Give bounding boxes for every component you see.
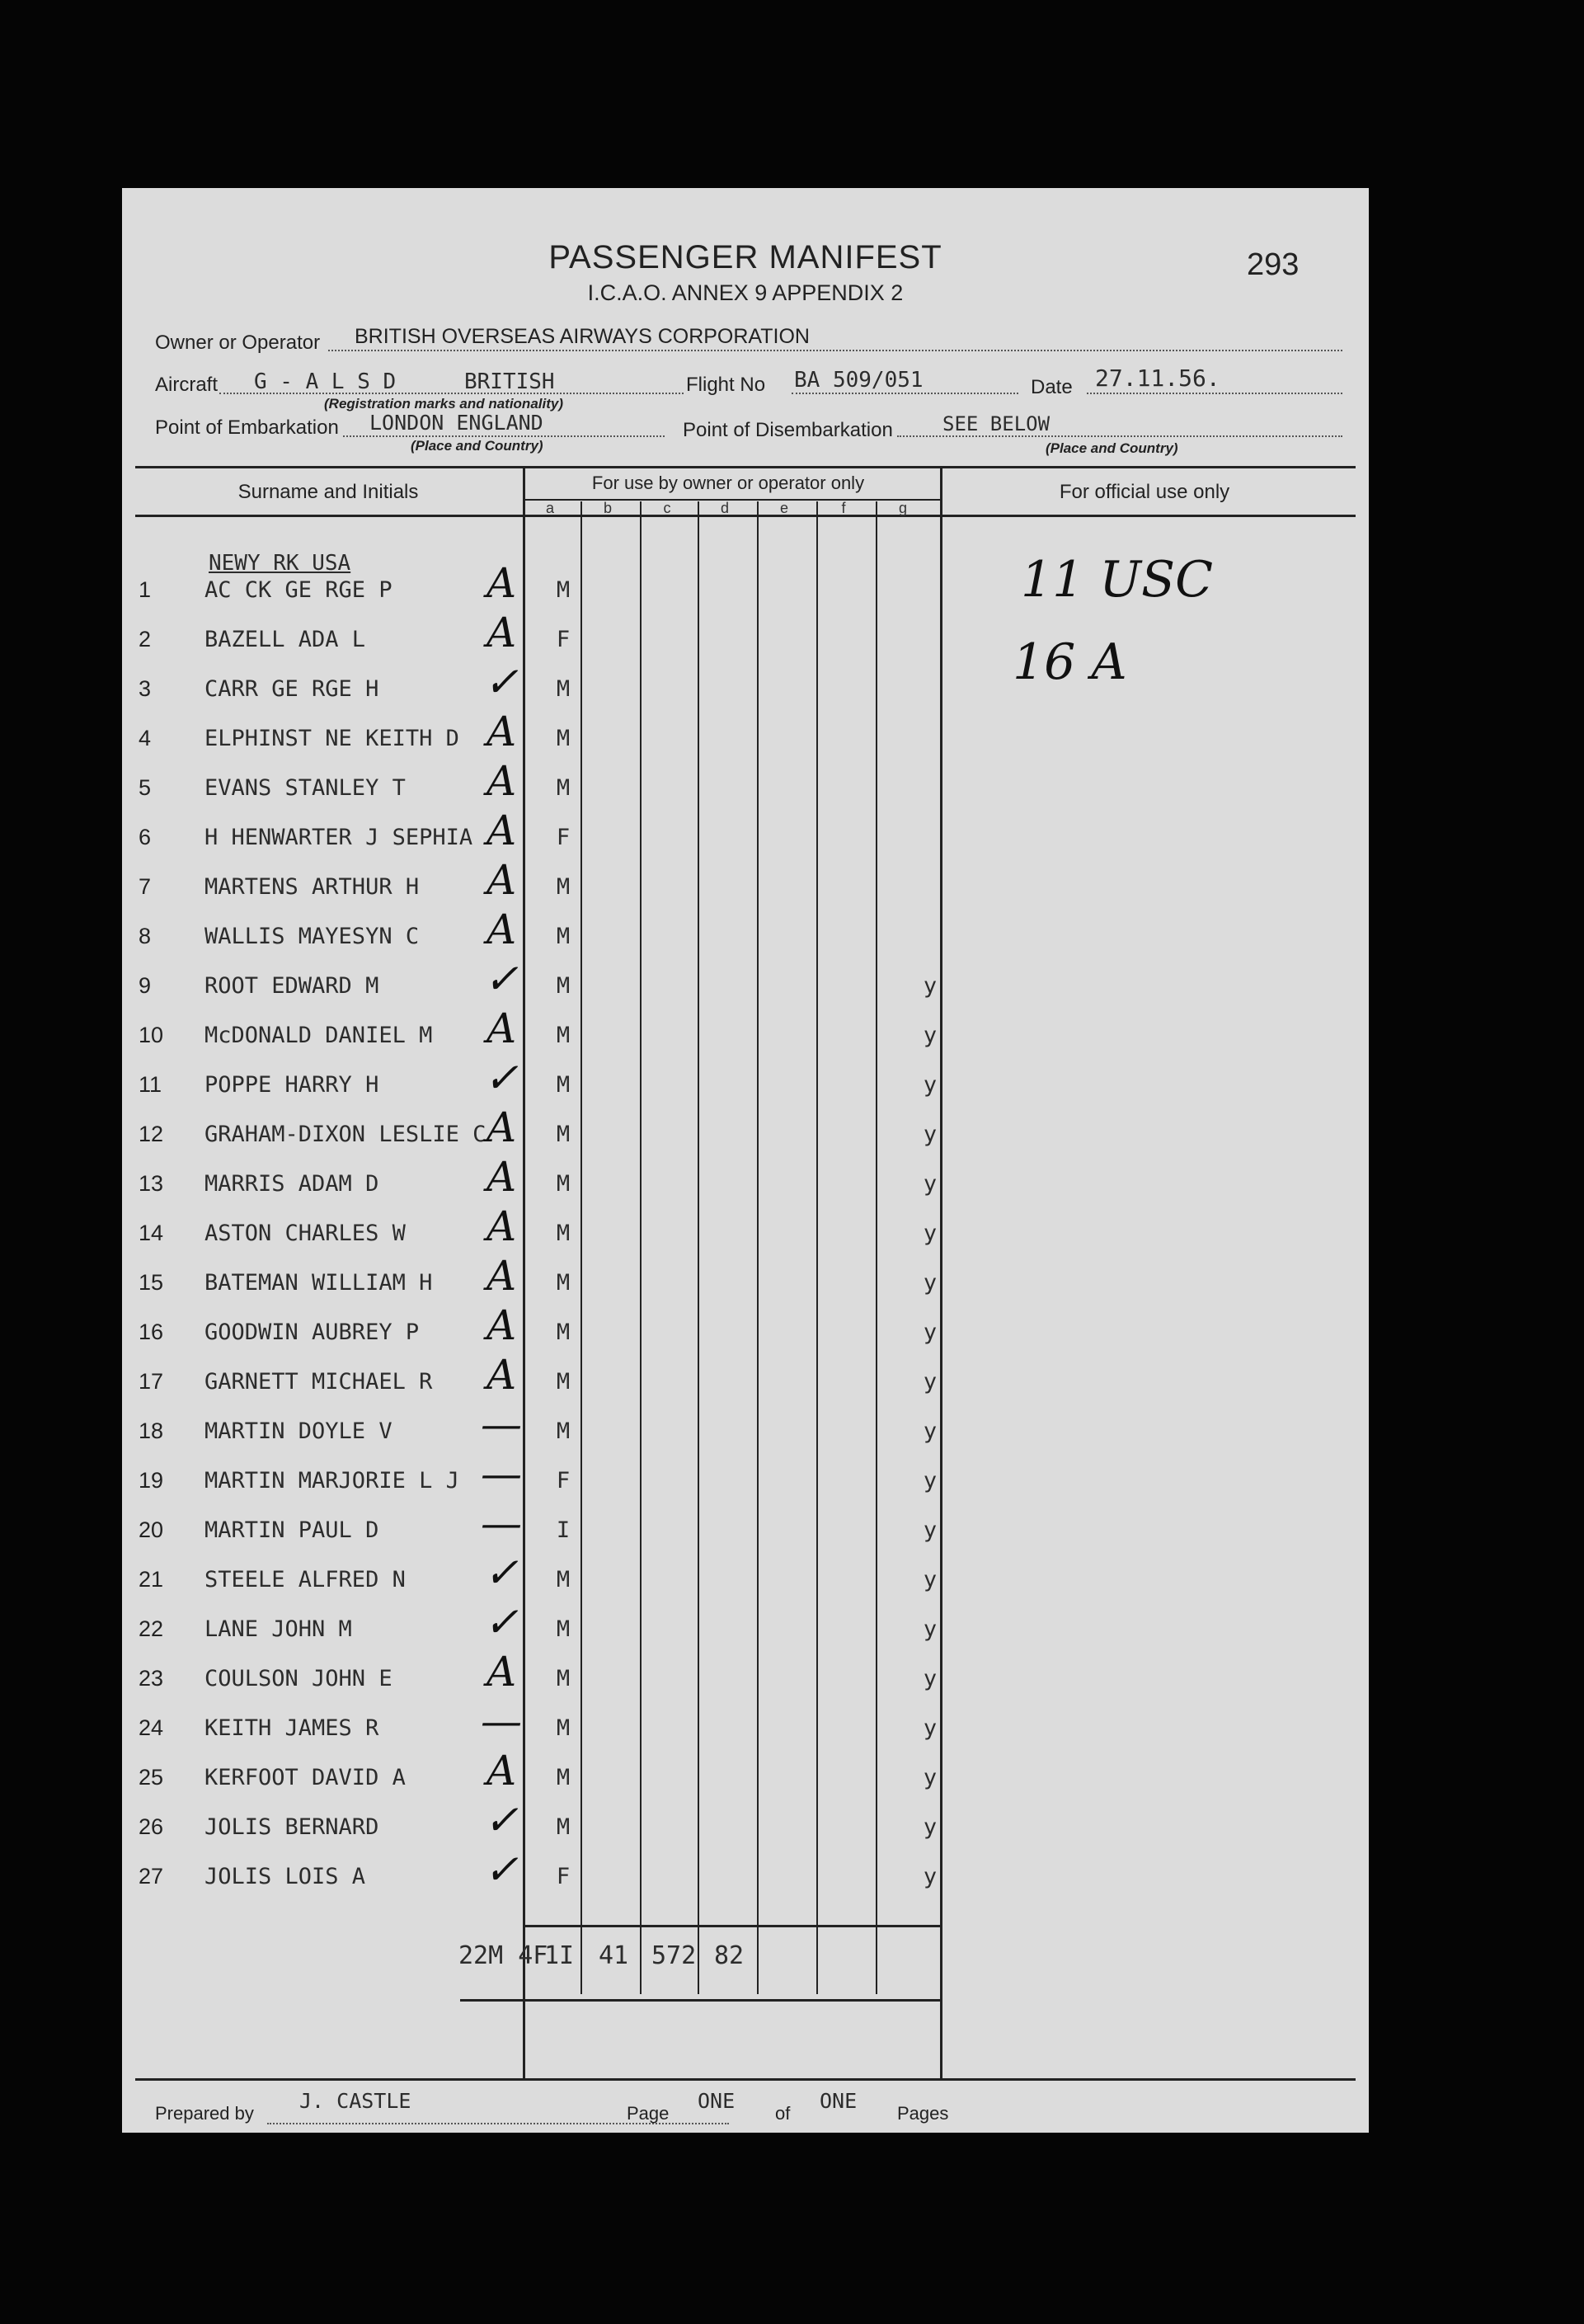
table-row xyxy=(122,1648,1369,1715)
sex-code: M xyxy=(556,775,571,801)
table-row xyxy=(122,1252,1369,1320)
passenger-name: LANE JOHN M xyxy=(204,1616,352,1642)
aircraft-note: (Registration marks and nationality) xyxy=(324,396,563,412)
passenger-name: JOLIS LOIS A xyxy=(204,1864,366,1889)
pages-label: Pages xyxy=(897,2103,949,2124)
disembark-value: SEE BELOW xyxy=(942,412,1051,435)
manifest-subtitle: I.C.A.O. ANNEX 9 APPENDIX 2 xyxy=(587,280,904,305)
footer-rule xyxy=(135,2078,1356,2081)
sex-code: M xyxy=(556,1072,571,1098)
check-mark: A xyxy=(486,1103,517,1151)
row-number: 19 xyxy=(139,1468,164,1493)
sex-code: F xyxy=(556,1864,571,1889)
g-flag: y xyxy=(923,1468,938,1494)
page-number: 293 xyxy=(1247,247,1300,282)
sex-code: M xyxy=(556,676,571,702)
g-flag: y xyxy=(923,1122,938,1147)
aircraft-nationality: BRITISH xyxy=(464,369,555,394)
passenger-name: H HENWARTER J SEPHIA xyxy=(204,825,473,850)
page-value: ONE xyxy=(698,2089,736,2113)
table-top-rule xyxy=(135,466,1356,468)
passenger-name: MARRIS ADAM D xyxy=(204,1171,379,1197)
flight-dotline xyxy=(792,393,1018,394)
totals-top-rule xyxy=(523,1925,940,1927)
sex-code: F xyxy=(556,1468,571,1494)
passenger-name: EVANS STANLEY T xyxy=(204,775,406,801)
row-number: 18 xyxy=(139,1418,164,1443)
row-number: 20 xyxy=(139,1517,164,1542)
table-row xyxy=(122,1301,1369,1369)
passenger-name: ROOT EDWARD M xyxy=(204,973,379,999)
manifest-sheet xyxy=(122,188,1369,2133)
table-row xyxy=(122,955,1369,1023)
row-number: 21 xyxy=(139,1567,164,1592)
g-flag: y xyxy=(923,1864,938,1889)
official-note-2: 16 A xyxy=(1013,633,1127,691)
check-mark: — xyxy=(481,1400,522,1448)
owner-dotline xyxy=(328,350,1342,351)
sex-code: F xyxy=(556,627,571,652)
g-flag: y xyxy=(923,1320,938,1345)
g-flag: y xyxy=(923,1666,938,1691)
date-value: 27.11.56. xyxy=(1095,365,1220,392)
official-use-header: For official use only xyxy=(1059,481,1230,503)
g-flag: y xyxy=(923,973,938,999)
sex-code: M xyxy=(556,1715,571,1741)
passenger-name: WALLIS MAYESYN C xyxy=(204,924,420,949)
table-row xyxy=(122,1103,1369,1171)
row-number: 17 xyxy=(139,1369,164,1394)
official-note-1: 11 USC xyxy=(1021,551,1213,609)
sex-code: M xyxy=(556,1270,571,1296)
passenger-name: ASTON CHARLES W xyxy=(204,1221,406,1246)
col-b-label: b xyxy=(603,500,612,516)
passenger-name: JOLIS BERNARD xyxy=(204,1814,379,1840)
check-mark: ✓ xyxy=(484,1549,519,1597)
of-label: of xyxy=(775,2103,791,2124)
check-mark: ✓ xyxy=(484,955,519,1003)
disembark-dotline xyxy=(897,435,1342,437)
owner-use-header: For use by owner or operator only xyxy=(591,473,865,493)
embark-note: (Place and Country) xyxy=(411,438,543,454)
row-number: 27 xyxy=(139,1864,164,1889)
check-mark: A xyxy=(486,1202,517,1250)
row-number: 23 xyxy=(139,1666,164,1691)
check-mark: A xyxy=(486,708,517,755)
check-mark: A xyxy=(486,559,517,607)
row-number: 22 xyxy=(139,1616,164,1641)
table-row xyxy=(122,757,1369,825)
page-label: Page xyxy=(627,2103,670,2124)
check-mark: A xyxy=(486,1648,517,1696)
g-flag: y xyxy=(923,1616,938,1642)
passenger-name: CARR GE RGE H xyxy=(204,676,379,702)
row-number: 1 xyxy=(139,577,152,602)
flight-value: BA 509/051 xyxy=(794,368,924,393)
sex-code: M xyxy=(556,1418,571,1444)
sex-code: M xyxy=(556,1369,571,1395)
g-flag: y xyxy=(923,1715,938,1741)
check-mark: A xyxy=(486,757,517,805)
row-number: 4 xyxy=(139,726,152,750)
row-number: 6 xyxy=(139,825,152,849)
table-row xyxy=(122,1499,1369,1567)
passenger-name: GOODWIN AUBREY P xyxy=(204,1320,420,1345)
row-number: 9 xyxy=(139,973,152,998)
table-row xyxy=(122,1549,1369,1616)
passenger-name: POPPE HARRY H xyxy=(204,1072,379,1098)
sex-code: M xyxy=(556,973,571,999)
g-flag: y xyxy=(923,1221,938,1246)
prepared-value: J. CASTLE xyxy=(299,2089,411,2113)
table-row xyxy=(122,856,1369,924)
total-m-f: 22M 4F xyxy=(458,1941,548,1970)
passenger-name: COULSON JOHN E xyxy=(204,1666,392,1691)
table-row xyxy=(122,906,1369,973)
manifest-title: PASSENGER MANIFEST xyxy=(548,239,942,275)
g-flag: y xyxy=(923,1517,938,1543)
passenger-name: KEITH JAMES R xyxy=(204,1715,379,1741)
passenger-name: BAZELL ADA L xyxy=(204,627,366,652)
check-mark: A xyxy=(486,1301,517,1349)
destination-line: NEWY RK USA xyxy=(209,551,351,576)
total-a: 1I xyxy=(544,1941,575,1970)
passenger-name: STEELE ALFRED N xyxy=(204,1567,406,1592)
table-row xyxy=(122,1400,1369,1468)
sex-code: M xyxy=(556,1765,571,1790)
g-flag: y xyxy=(923,1418,938,1444)
check-mark: ✓ xyxy=(484,1054,519,1102)
total-b: 41 xyxy=(599,1941,629,1970)
table-row xyxy=(122,1004,1369,1072)
sex-code: M xyxy=(556,1616,571,1642)
check-mark: A xyxy=(486,906,517,953)
sex-code: F xyxy=(556,825,571,850)
row-number: 3 xyxy=(139,676,152,701)
g-flag: y xyxy=(923,1369,938,1395)
passenger-name: KERFOOT DAVID A xyxy=(204,1765,406,1790)
check-mark: A xyxy=(486,1351,517,1399)
table-row xyxy=(122,1598,1369,1666)
aircraft-value: G - A L S D xyxy=(254,369,397,394)
embark-dotline xyxy=(343,435,665,437)
row-number: 26 xyxy=(139,1814,164,1839)
check-mark: — xyxy=(481,1499,522,1547)
sex-code: M xyxy=(556,1666,571,1691)
flight-label: Flight No xyxy=(686,374,766,396)
table-row xyxy=(122,1450,1369,1517)
sex-code: M xyxy=(556,577,571,603)
row-number: 11 xyxy=(139,1072,162,1097)
table-row xyxy=(122,1054,1369,1122)
g-flag: y xyxy=(923,1765,938,1790)
g-flag: y xyxy=(923,1567,938,1592)
table-row xyxy=(122,1846,1369,1913)
check-mark: A xyxy=(486,1153,517,1201)
g-flag: y xyxy=(923,1023,938,1048)
table-row xyxy=(122,1697,1369,1765)
sex-code: M xyxy=(556,1567,571,1592)
of-value: ONE xyxy=(820,2089,858,2113)
owner-label: Owner or Operator xyxy=(155,332,321,354)
table-row xyxy=(122,609,1369,676)
sex-code: M xyxy=(556,874,571,900)
g-flag: y xyxy=(923,1072,938,1098)
check-mark: ✓ xyxy=(484,1796,519,1844)
table-row xyxy=(122,1202,1369,1270)
table-row xyxy=(122,807,1369,874)
sex-code: M xyxy=(556,1122,571,1147)
passenger-name: MARTIN DOYLE V xyxy=(204,1418,392,1444)
check-mark: A xyxy=(486,1004,517,1052)
aircraft-label: Aircraft xyxy=(155,374,219,396)
g-flag: y xyxy=(923,1171,938,1197)
passenger-name: GRAHAM-DIXON LESLIE C xyxy=(204,1122,486,1147)
total-c: 572 xyxy=(651,1941,697,1970)
sex-code: M xyxy=(556,1171,571,1197)
col-e-label: e xyxy=(779,500,788,516)
passenger-name: MARTENS ARTHUR H xyxy=(204,874,420,900)
row-number: 12 xyxy=(139,1122,164,1146)
totals-bottom-rule xyxy=(460,1999,940,2002)
passenger-name: MARTIN MARJORIE L J xyxy=(204,1468,459,1494)
table-row xyxy=(122,1796,1369,1864)
passenger-name: AC CK GE RGE P xyxy=(204,577,392,603)
date-label: Date xyxy=(1031,376,1073,398)
check-mark: A xyxy=(486,609,517,656)
check-mark: ✓ xyxy=(484,1598,519,1646)
total-d: 82 xyxy=(714,1941,745,1970)
table-row xyxy=(122,1153,1369,1221)
sex-code: M xyxy=(556,1023,571,1048)
passenger-name: GARNETT MICHAEL R xyxy=(204,1369,433,1395)
col-g-label: g xyxy=(898,500,907,516)
date-dotline xyxy=(1087,393,1342,394)
row-number: 24 xyxy=(139,1715,164,1740)
row-number: 10 xyxy=(139,1023,164,1047)
table-row xyxy=(122,708,1369,775)
row-number: 15 xyxy=(139,1270,164,1295)
name-column-header: Surname and Initials xyxy=(237,481,419,503)
row-number: 14 xyxy=(139,1221,164,1245)
table-row xyxy=(122,1747,1369,1814)
col-d-label: d xyxy=(720,500,729,516)
passenger-name: MARTIN PAUL D xyxy=(204,1517,379,1543)
passenger-name: BATEMAN WILLIAM H xyxy=(204,1270,433,1296)
row-number: 13 xyxy=(139,1171,164,1196)
passenger-name: ELPHINST NE KEITH D xyxy=(204,726,459,751)
row-number: 16 xyxy=(139,1320,164,1344)
embark-value: LONDON ENGLAND xyxy=(369,411,543,435)
sex-code: M xyxy=(556,726,571,751)
sex-code: I xyxy=(556,1517,571,1543)
row-number: 7 xyxy=(139,874,152,899)
prepared-label: Prepared by xyxy=(155,2103,254,2124)
disembark-label: Point of Disembarkation xyxy=(683,419,893,441)
col-a-label: a xyxy=(545,500,554,516)
col-c-label: c xyxy=(663,500,671,516)
sex-code: M xyxy=(556,924,571,949)
row-number: 25 xyxy=(139,1765,164,1790)
check-mark: A xyxy=(486,856,517,904)
g-flag: y xyxy=(923,1814,938,1840)
check-mark: A xyxy=(486,1252,517,1300)
row-number: 5 xyxy=(139,775,152,800)
row-number: 2 xyxy=(139,627,152,652)
check-mark: A xyxy=(486,1747,517,1795)
check-mark: ✓ xyxy=(484,658,519,706)
g-flag: y xyxy=(923,1270,938,1296)
owner-value: BRITISH OVERSEAS AIRWAYS CORPORATION xyxy=(355,325,810,348)
sex-code: M xyxy=(556,1221,571,1246)
check-mark: A xyxy=(486,807,517,854)
check-mark: — xyxy=(481,1697,522,1745)
check-mark: — xyxy=(481,1450,522,1498)
embark-label: Point of Embarkation xyxy=(155,416,339,439)
row-number: 8 xyxy=(139,924,152,948)
col-f-label: f xyxy=(841,500,846,516)
disembark-note: (Place and Country) xyxy=(1046,440,1178,456)
check-mark: ✓ xyxy=(484,1846,519,1894)
sex-code: M xyxy=(556,1814,571,1840)
table-row xyxy=(122,1351,1369,1418)
passenger-name: McDONALD DANIEL M xyxy=(204,1023,433,1048)
sex-code: M xyxy=(556,1320,571,1345)
